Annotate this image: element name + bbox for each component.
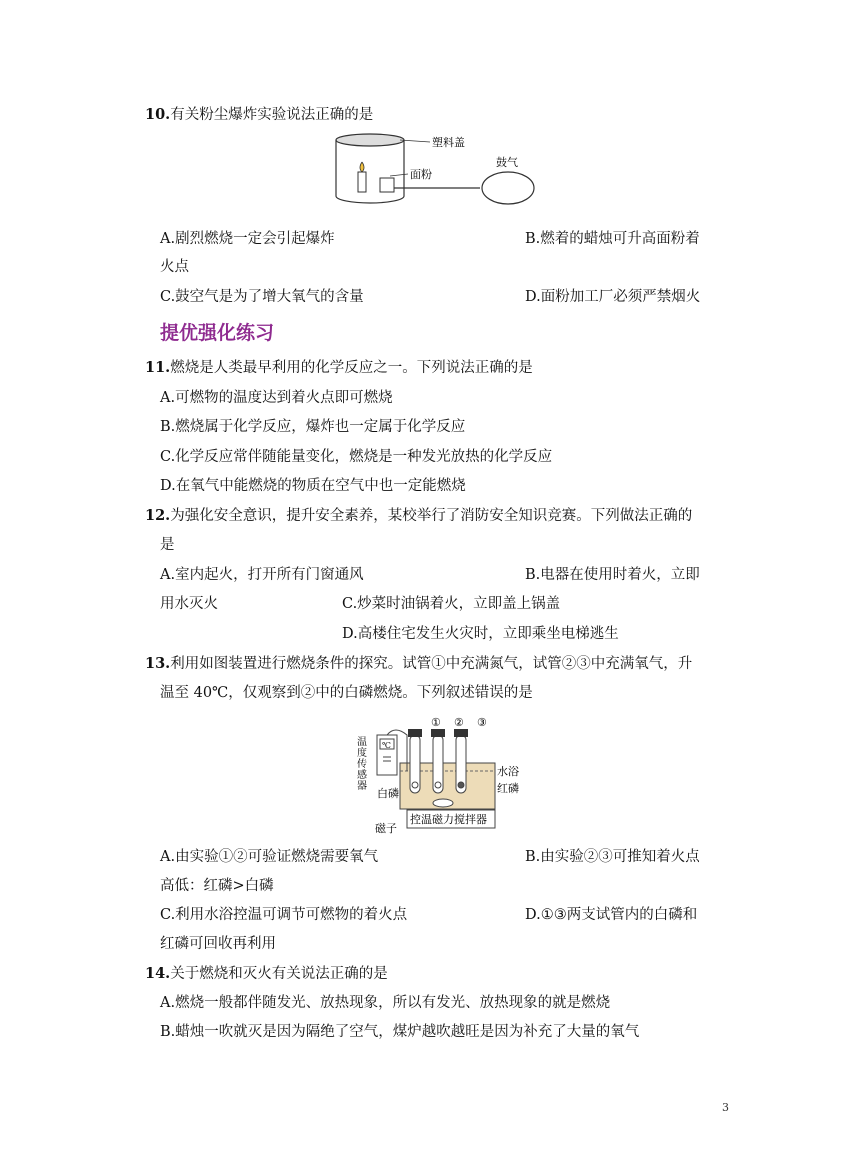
q10-option-a: A.剧烈燃烧一定会引起爆炸 bbox=[160, 231, 335, 247]
question-number: 12. bbox=[145, 507, 171, 524]
q12-option-b: B.电器在使用时着火，立即 bbox=[525, 567, 700, 583]
q11-option-c: C.化学反应常伴随能量变化，燃烧是一种发光放热的化学反应 bbox=[160, 449, 553, 465]
q13-option-c: C.利用水浴控温可调节可燃物的着火点 bbox=[160, 907, 408, 923]
q10-option-b-cont: 火点 bbox=[160, 259, 189, 275]
q12-option-c: C.炒菜时油锅着火，立即盖上锅盖 bbox=[342, 596, 561, 612]
stem-text: 关于燃烧和灭火有关说法正确的是 bbox=[170, 966, 388, 982]
q13-option-d: D.①③两支试管内的白磷和 bbox=[525, 907, 698, 923]
q12-option-b-cont: 用水灭火 bbox=[160, 596, 218, 612]
tube-2-label: ② bbox=[454, 716, 464, 729]
q10-option-d: D.面粉加工厂必须严禁烟火 bbox=[525, 289, 701, 305]
red-phosphorus-label: 红磷 bbox=[497, 782, 519, 795]
stem-text: 为强化安全意识，提升安全素养，某校举行了消防安全知识竞赛。下列做法正确的 bbox=[170, 508, 693, 524]
bath-label: 水浴 bbox=[497, 765, 519, 778]
sensor-display: ℃ bbox=[382, 741, 391, 750]
stem-text: 利用如图装置进行燃烧条件的探究。试管①中充满氮气，试管②③中充满氧气，升 bbox=[170, 656, 693, 672]
q13-option-b-cont: 高低：红磷>白磷 bbox=[160, 878, 274, 894]
question-12-stem bbox=[145, 507, 692, 525]
question-number: 11. bbox=[145, 359, 171, 376]
q14-option-a: A.燃烧一般都伴随发光、放热现象，所以有发光、放热现象的就是燃烧 bbox=[160, 995, 611, 1011]
question-11-stem bbox=[145, 359, 533, 377]
q11-option-a: A.可燃物的温度达到着火点即可燃烧 bbox=[160, 390, 393, 406]
tube-3-label: ③ bbox=[477, 716, 487, 729]
sensor-label-1: 温 bbox=[357, 737, 367, 748]
q13-option-a: A.由实验①②可验证燃烧需要氧气 bbox=[160, 849, 379, 865]
label-flour: 面粉 bbox=[410, 168, 432, 181]
stirrer-label: 控温磁力搅拌器 bbox=[410, 813, 487, 826]
magnet-label: 磁子 bbox=[375, 822, 397, 835]
q11-option-b: B.燃烧属于化学反应，爆炸也一定属于化学反应 bbox=[160, 419, 466, 435]
tube-1-label: ① bbox=[431, 716, 441, 729]
q10-option-b: B.燃着的蜡烛可升高面粉着 bbox=[525, 231, 700, 247]
stem-text: 燃烧是人类最早利用的化学反应之一。下列说法正确的是 bbox=[170, 360, 533, 376]
q13-option-d-cont: 红磷可回收再利用 bbox=[160, 936, 276, 952]
sensor-label-3: 传 bbox=[357, 759, 367, 770]
question-13-stem bbox=[145, 655, 692, 673]
q12-option-a: A.室内起火，打开所有门窗通风 bbox=[160, 567, 364, 583]
question-12-stem-cont: 是 bbox=[160, 537, 175, 553]
q10-option-c: C.鼓空气是为了增大氧气的含量 bbox=[160, 289, 364, 305]
question-number: 10. bbox=[145, 106, 171, 123]
q12-option-d: D.高楼住宅发生火灾时，立即乘坐电梯逃生 bbox=[342, 626, 619, 642]
dust-explosion-figure bbox=[330, 130, 540, 210]
page-number: 3 bbox=[722, 1101, 729, 1114]
stem-text: 有关粉尘爆炸实验说法正确的是 bbox=[170, 107, 374, 123]
white-phosphorus-label: 白磷 bbox=[377, 787, 399, 800]
question-14-stem bbox=[145, 965, 388, 983]
question-10-stem bbox=[145, 106, 373, 124]
section-heading: 提优强化练习 bbox=[160, 322, 275, 344]
q11-option-d: D.在氧气中能燃烧的物质在空气中也一定能燃烧 bbox=[160, 478, 466, 494]
q14-option-b: B.蜡烛一吹就灭是因为隔绝了空气，煤炉越吹越旺是因为补充了大量的氧气 bbox=[160, 1024, 640, 1040]
q13-option-b: B.由实验②③可推知着火点 bbox=[525, 849, 700, 865]
question-number: 13. bbox=[145, 655, 171, 672]
sensor-label-2: 度 bbox=[357, 748, 367, 759]
label-lid: 塑料盖 bbox=[432, 136, 465, 149]
question-13-stem-cont: 温至 40℃，仅观察到②中的白磷燃烧。下列叙述错误的是 bbox=[160, 685, 533, 701]
question-number: 14. bbox=[145, 965, 171, 982]
combustion-apparatus-figure bbox=[355, 715, 530, 835]
sensor-label-4: 感 bbox=[357, 770, 367, 781]
sensor-label-5: 器 bbox=[357, 781, 367, 792]
label-blow: 鼓气 bbox=[496, 156, 518, 169]
